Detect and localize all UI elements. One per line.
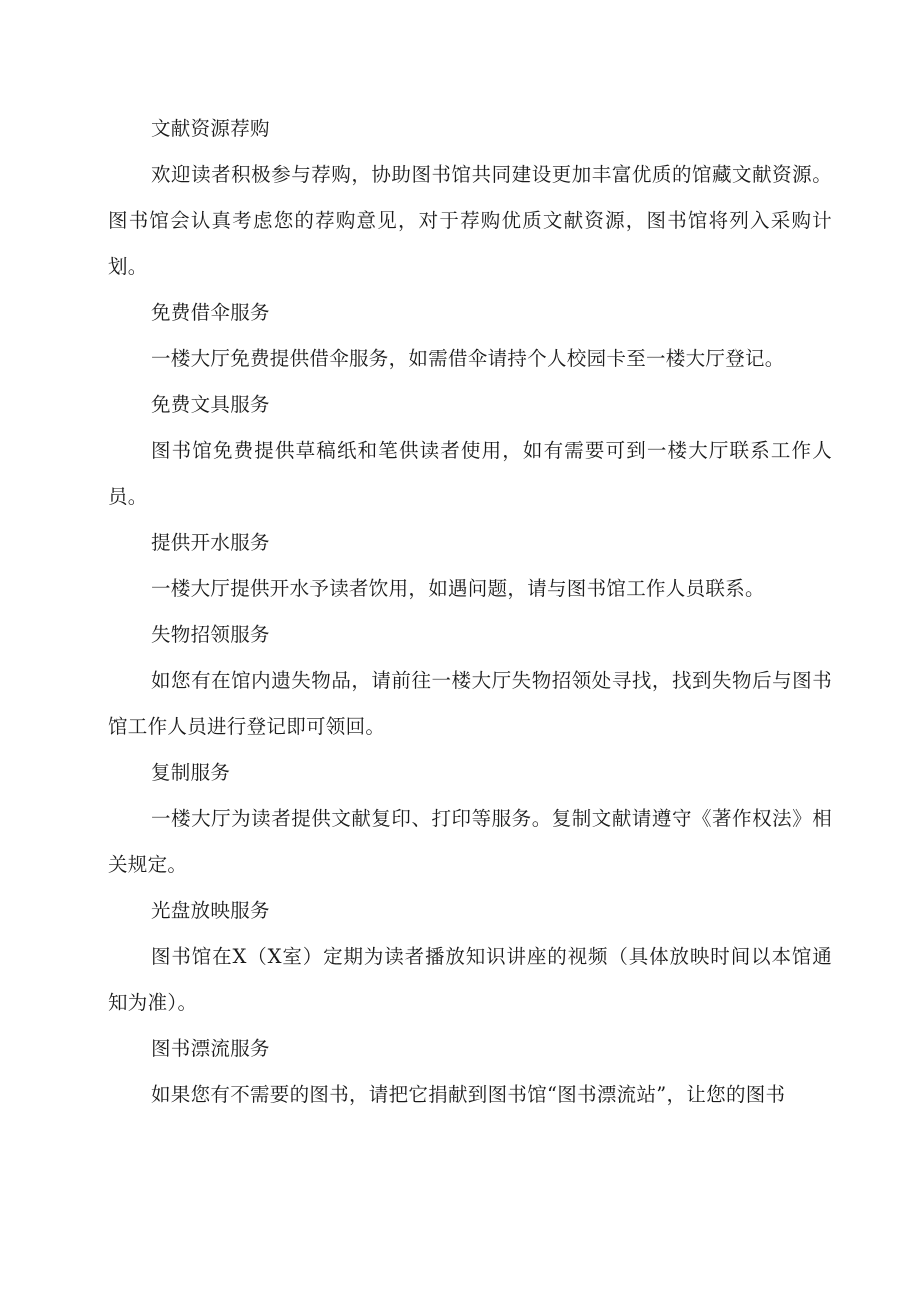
- section-heading-hot-water-service: 提供开水服务: [151, 531, 270, 554]
- section-heading-literature-recommendation: 文献资源荐购: [151, 117, 270, 140]
- section-heading-lost-and-found: 失物招领服务: [151, 623, 270, 646]
- section-paragraph-copy-service: 一楼大厅为读者提供文献复印、打印等服务。复制文献请遵守《著作权法》相关规定。: [108, 807, 832, 876]
- section-paragraph-book-drifting: 如果您有不需要的图书，请把它捐献到图书馆“图书漂流站”，让您的图书: [151, 1083, 786, 1106]
- section-heading-disc-screening: 光盘放映服务: [151, 899, 270, 922]
- document-body: [108, 106, 832, 1118]
- section-heading-book-drifting: 图书漂流服务: [151, 1037, 270, 1060]
- section-paragraph-disc-screening: 图书馆在X（X室）定期为读者播放知识讲座的视频（具体放映时间以本馆通知为准）。: [108, 945, 832, 1014]
- section-paragraph-lost-and-found: 如您有在馆内遗失物品，请前往一楼大厅失物招领处寻找，找到失物后与图书馆工作人员进行登记即可领回。: [108, 669, 832, 738]
- section-heading-copy-service: 复制服务: [151, 761, 231, 784]
- section-paragraph-literature-recommendation: 欢迎读者积极参与荐购，协助图书馆共同建设更加丰富优质的馆藏文献资源。图书馆会认真考虑您的荐购意见，对于荐购优质文献资源，图书馆将列入采购计划。: [108, 163, 832, 278]
- section-paragraph-umbrella-service: 一楼大厅免费提供借伞服务，如需借伞请持个人校园卡至一楼大厅登记。: [151, 347, 785, 370]
- section-heading-stationery-service: 免费文具服务: [151, 393, 270, 416]
- section-paragraph-hot-water-service: 一楼大厅提供开水予读者饮用，如遇问题，请与图书馆工作人员联系。: [151, 577, 765, 600]
- section-paragraph-stationery-service: 图书馆免费提供草稿纸和笔供读者使用，如有需要可到一楼大厅联系工作人员。: [108, 439, 832, 508]
- section-heading-umbrella-service: 免费借伞服务: [151, 301, 270, 324]
